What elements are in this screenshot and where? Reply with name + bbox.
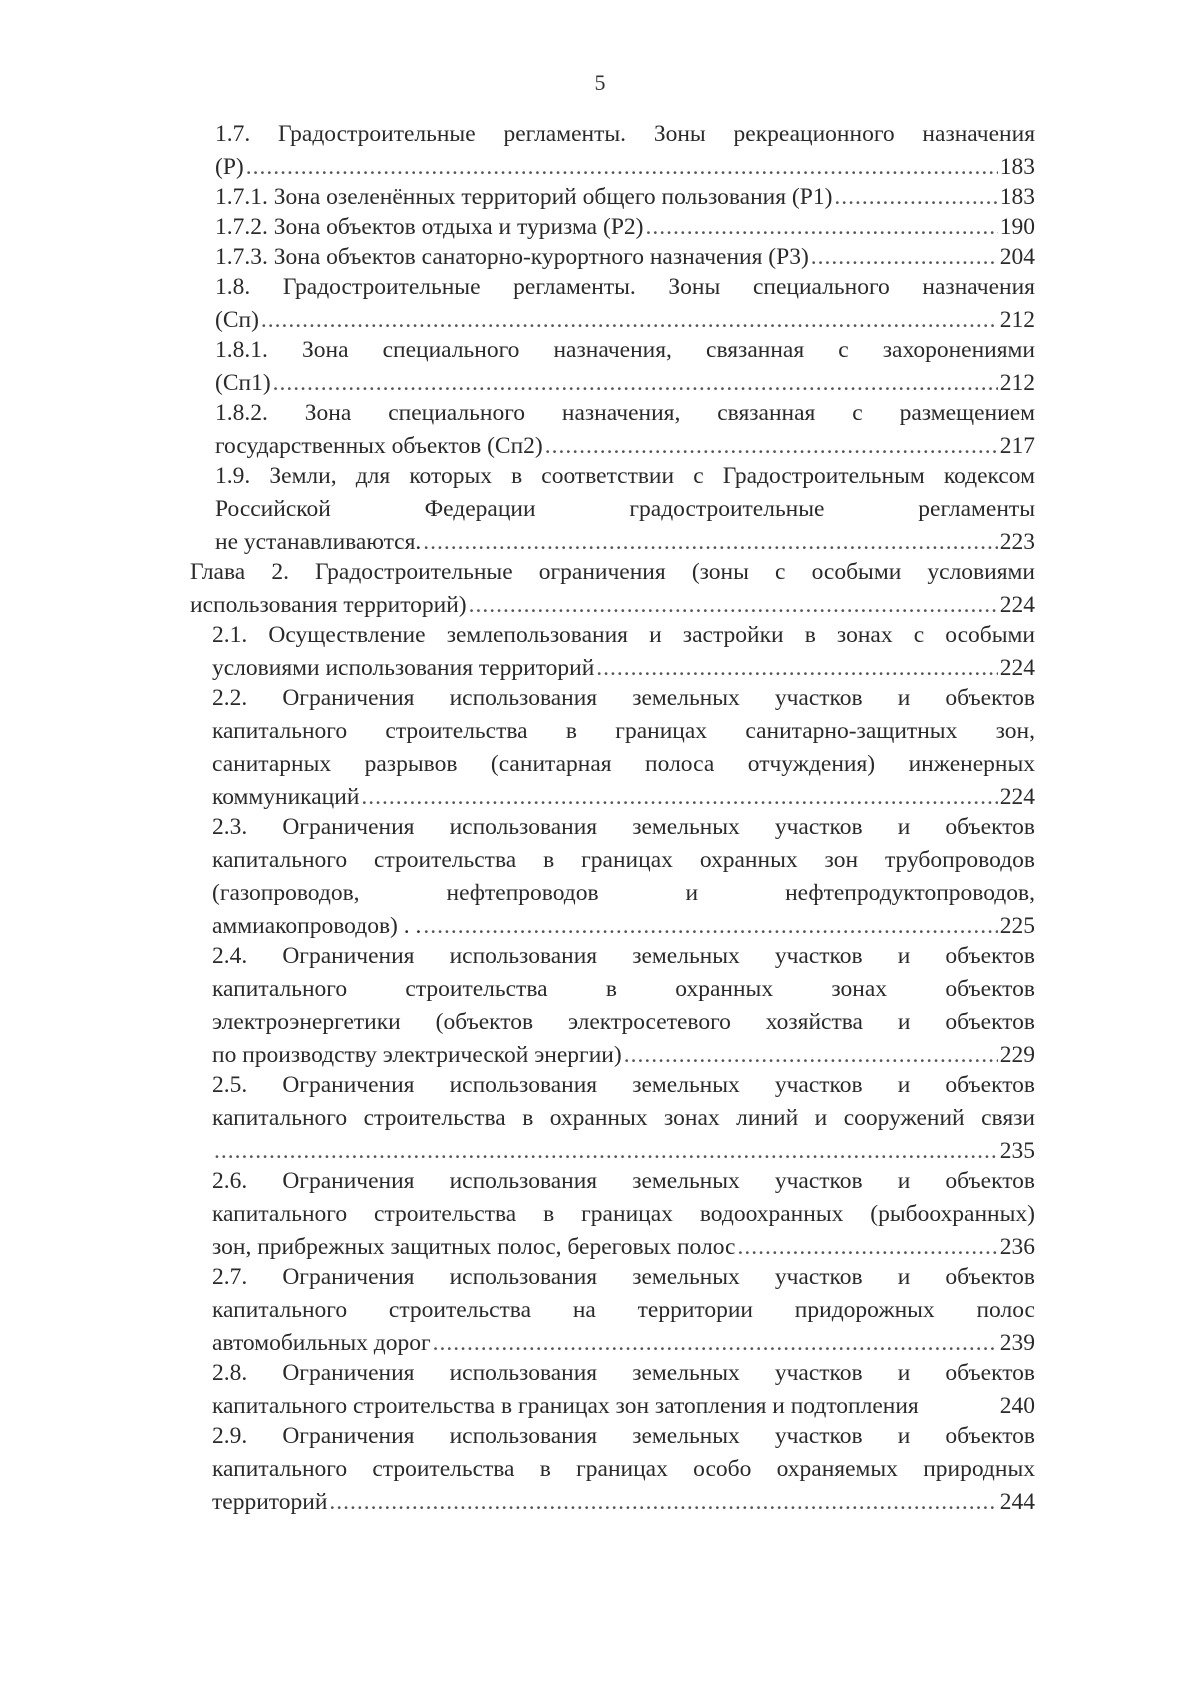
dot-leader (329, 1486, 997, 1519)
toc-entry-page: 190 (999, 214, 1035, 240)
toc-entry-tail-text: (Сп1) (215, 370, 271, 396)
toc-entry-line: 2.4. Ограничения использования земельных участков и объектов (212, 943, 1035, 969)
toc-entry-page: 224 (999, 655, 1035, 681)
dot-leader (545, 430, 998, 463)
toc-entry-line: капитального строительства в границах водоохранных (рыбоохранных) (212, 1201, 1035, 1227)
toc-entry-tail (212, 652, 1035, 685)
toc-entry-tail-text: условиями использования территорий (212, 655, 595, 681)
dot-leader (273, 367, 998, 400)
toc-entry-tail (215, 211, 1035, 244)
dot-leader (737, 1231, 997, 1264)
toc-entry (215, 118, 1035, 184)
toc-entry-line: 2.2. Ограничения использования земельных участков и объектов (212, 685, 1035, 711)
dot-leader (246, 151, 998, 184)
dot-leader (469, 589, 998, 622)
toc-entry-line: 2.8. Ограничения использования земельных участков и объектов (212, 1360, 1035, 1386)
toc-entry (215, 460, 1035, 559)
toc-entry (212, 682, 1035, 814)
toc-entry-page: 235 (999, 1138, 1035, 1164)
toc-entry-tail (212, 781, 1035, 814)
toc-entry-page: 212 (999, 370, 1035, 396)
toc-entry-tail-text: использования территорий) (190, 592, 467, 618)
toc-entry-tail-text: капитального строительства в границах зон затопления и подтопления (212, 1393, 919, 1419)
dot-leader (261, 304, 998, 337)
toc-entry-page: 224 (999, 592, 1035, 618)
dot-leader (423, 526, 997, 559)
toc-entry-tail (215, 181, 1035, 214)
toc-entry-line: Российской Федерации градостроительные регламенты (215, 496, 1035, 522)
toc-entry-page: 244 (999, 1489, 1035, 1515)
toc-entry-page: 212 (999, 307, 1035, 333)
toc-entry-tail-text: государственных объектов (Сп2) (215, 433, 543, 459)
dot-leader (596, 652, 997, 685)
toc-entry-page: 225 (999, 913, 1035, 939)
toc-entry-tail-text: 1.7.3. Зона объектов санаторно-курортного назначения (Р3) (215, 244, 809, 270)
toc-entry-tail-text: коммуникаций (212, 784, 360, 810)
toc-entry-line: 2.3. Ограничения использования земельных участков и объектов (212, 814, 1035, 840)
toc-entry-line: 2.1. Осуществление землепользования и застройки в зонах с особыми (212, 622, 1035, 648)
toc-entry-tail (212, 1135, 1035, 1168)
toc-entry-tail-text: по производству электрической энергии) (212, 1042, 622, 1068)
toc-entry-tail-text: зон, прибрежных защитных полос, береговых полос (212, 1234, 736, 1260)
toc-entry-tail (215, 304, 1035, 337)
toc-entry-tail (212, 1390, 1035, 1423)
toc-entry (212, 1420, 1035, 1519)
toc-entry-tail (215, 367, 1035, 400)
dot-leader (214, 1135, 998, 1168)
toc-entry-line: Глава 2. Градостроительные ограничения (зоны с особыми условиями (190, 559, 1035, 585)
toc-entry-line: 1.8.2. Зона специального назначения, связанная с размещением (215, 400, 1035, 426)
toc-entry-line: капитального строительства в границах особо охраняемых природных (212, 1456, 1035, 1482)
toc-entry (212, 619, 1035, 685)
toc-entry (215, 397, 1035, 463)
toc-entry-line: электроэнергетики (объектов электросетевого хозяйства и объектов (212, 1009, 1035, 1035)
toc-entry (215, 211, 1035, 244)
toc-entry-page: 183 (999, 154, 1035, 180)
toc-entry-tail-text: автомобильных дорог (212, 1330, 431, 1356)
toc-entry-page: 223 (999, 529, 1035, 555)
toc-entry-line: 2.7. Ограничения использования земельных участков и объектов (212, 1264, 1035, 1290)
toc-entry-line: санитарных разрывов (санитарная полоса отчуждения) инженерных (212, 751, 1035, 777)
toc-entry-line: 1.8.1. Зона специального назначения, связанная с захоронениями (215, 337, 1035, 363)
toc-entry-tail (215, 430, 1035, 463)
toc-entry (212, 1165, 1035, 1264)
toc-entry-tail-text: территорий (212, 1489, 328, 1515)
dot-leader (811, 241, 998, 274)
toc-entry-page: 229 (999, 1042, 1035, 1068)
dot-leader (624, 1039, 998, 1072)
toc-entry (212, 811, 1035, 943)
toc-entry-line: 2.6. Ограничения использования земельных участков и объектов (212, 1168, 1035, 1194)
toc-entry-tail (215, 151, 1035, 184)
toc-entry (212, 1261, 1035, 1360)
toc-entry-page: 240 (999, 1393, 1035, 1419)
toc-entry (215, 271, 1035, 337)
toc-entry-tail (215, 526, 1035, 559)
toc-entry-tail (212, 1486, 1035, 1519)
toc-entry-line: капитального строительства на территории придорожных полос (212, 1297, 1035, 1323)
toc-entry-page: 217 (999, 433, 1035, 459)
dot-leader (645, 211, 997, 244)
toc-entry-tail-text: (Р) (215, 154, 244, 180)
toc-entry (215, 241, 1035, 274)
toc-entry (212, 940, 1035, 1072)
toc-entry-page: 224 (999, 784, 1035, 810)
toc-entry-line: 2.5. Ограничения использования земельных участков и объектов (212, 1072, 1035, 1098)
toc-entry-tail-text: (Сп) (215, 307, 259, 333)
toc-entry-line: капитального строительства в охранных зонах объектов (212, 976, 1035, 1002)
toc-entry-line: капитального строительства в охранных зонах линий и сооружений связи (212, 1105, 1035, 1131)
toc-entry-tail-text: не устанавливаются. (215, 529, 422, 555)
toc-entry-tail (212, 1231, 1035, 1264)
dot-leader (361, 781, 997, 814)
page-number: 5 (594, 70, 606, 95)
toc-entry-line: (газопроводов, нефтепроводов и нефтепродуктопроводов, (212, 880, 1035, 906)
dot-leader (834, 181, 997, 214)
toc-entry (212, 1357, 1035, 1423)
toc-entry (212, 1069, 1035, 1168)
toc-entry-tail (212, 1039, 1035, 1072)
toc-entry-line: 1.7. Градостроительные регламенты. Зоны рекреационного назначения (215, 121, 1035, 147)
toc-entry-line: капитального строительства в границах санитарно-защитных зон, (212, 718, 1035, 744)
toc-entry (190, 556, 1035, 622)
toc-entry-tail-text: 1.7.1. Зона озеленённых территорий общего пользования (Р1) (215, 184, 833, 210)
toc-entry (215, 334, 1035, 400)
dot-leader (433, 1327, 998, 1360)
toc-entry-tail (190, 589, 1035, 622)
toc-entry-tail (212, 1327, 1035, 1360)
dot-leader (423, 910, 997, 943)
toc-entry-tail-text: 1.7.2. Зона объектов отдыха и туризма (Р2) (215, 214, 644, 240)
toc-entry-page: 236 (999, 1234, 1035, 1260)
toc-entry-line: капитального строительства в границах охранных зон трубопроводов (212, 847, 1035, 873)
toc-entry-page: 204 (999, 244, 1035, 270)
toc-entry-line: 1.9. Земли, для которых в соответствии с Градостроительным кодексом (215, 463, 1035, 489)
toc-entry-page: 239 (999, 1330, 1035, 1356)
toc-entry-tail (215, 241, 1035, 274)
toc-entry (215, 181, 1035, 214)
toc-entry-tail-text: аммиакопроводов) . . (212, 913, 422, 939)
toc-entry-page: 183 (999, 184, 1035, 210)
toc-entry-tail (212, 910, 1035, 943)
toc-entry-line: 2.9. Ограничения использования земельных участков и объектов (212, 1423, 1035, 1449)
toc-entry-line: 1.8. Градостроительные регламенты. Зоны специального назначения (215, 274, 1035, 300)
